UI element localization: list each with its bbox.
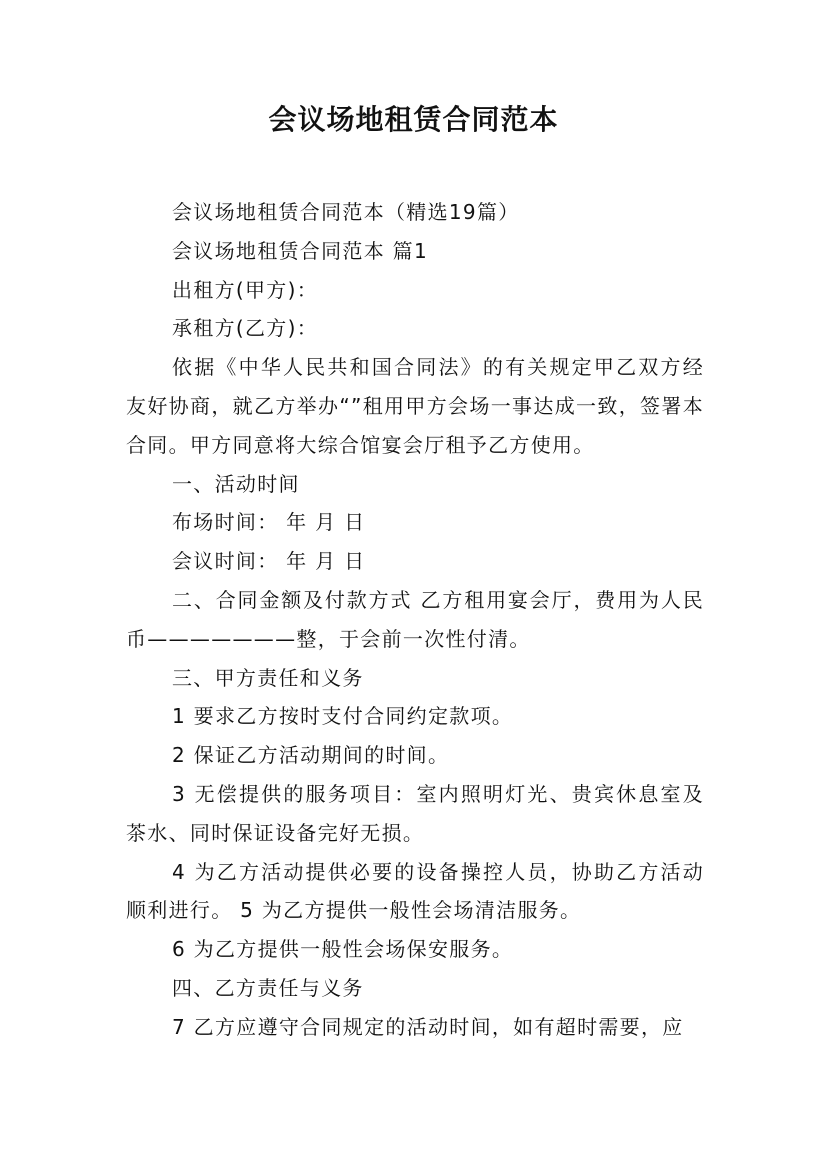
- paragraph-lessee: 承租方(乙方)：: [172, 316, 319, 341]
- paragraph-lessor: 出租方(甲方)：: [172, 277, 319, 302]
- document-title: 会议场地租赁合同范本: [268, 103, 559, 136]
- clause-2: 2 保证乙方活动期间的时间。: [172, 743, 450, 768]
- clause-7: 7 乙方应遵守合同规定的活动时间，如有超时需要，应: [172, 1014, 684, 1039]
- clause-4-5: 4 为乙方活动提供必要的设备操控人员，协助乙方活动顺利进行。 5 为乙方提供一般性会场清洁服务。: [126, 859, 704, 923]
- section-heading-party-a-duties: 三、甲方责任和义务: [172, 665, 364, 690]
- clause-6: 6 为乙方提供一般性会场保安服务。: [172, 937, 514, 962]
- paragraph-meeting-time: 会议时间： 年 月 日: [172, 549, 366, 574]
- paragraph-collection-heading: 会议场地租赁合同范本（精选19篇）: [172, 200, 520, 224]
- paragraph-contract-amount: 二、合同金额及付款方式 乙方租用宴会厅，费用为人民币———————整，于会前一次性付清。: [126, 587, 704, 651]
- document-body: [126, 193, 704, 1047]
- section-heading-activity-time: 一、活动时间: [172, 471, 300, 496]
- clause-1: 1 要求乙方按时支付合同约定款项。: [172, 704, 514, 729]
- paragraph-preamble: 依据《中华人民共和国合同法》的有关规定甲乙双方经友好协商，就乙方举办“”租用甲方会场一事达成一致，签署本合同。甲方同意将大综合馆宴会厅租予乙方使用。: [126, 355, 704, 457]
- paragraph-setup-time: 布场时间： 年 月 日: [172, 510, 366, 535]
- paragraph-article-heading: 会议场地租赁合同范本 篇1: [172, 238, 428, 263]
- clause-3: 3 无偿提供的服务项目：室内照明灯光、贵宾休息室及茶水、同时保证设备完好无损。: [126, 781, 704, 845]
- section-heading-party-b-duties: 四、乙方责任与义务: [172, 975, 364, 1000]
